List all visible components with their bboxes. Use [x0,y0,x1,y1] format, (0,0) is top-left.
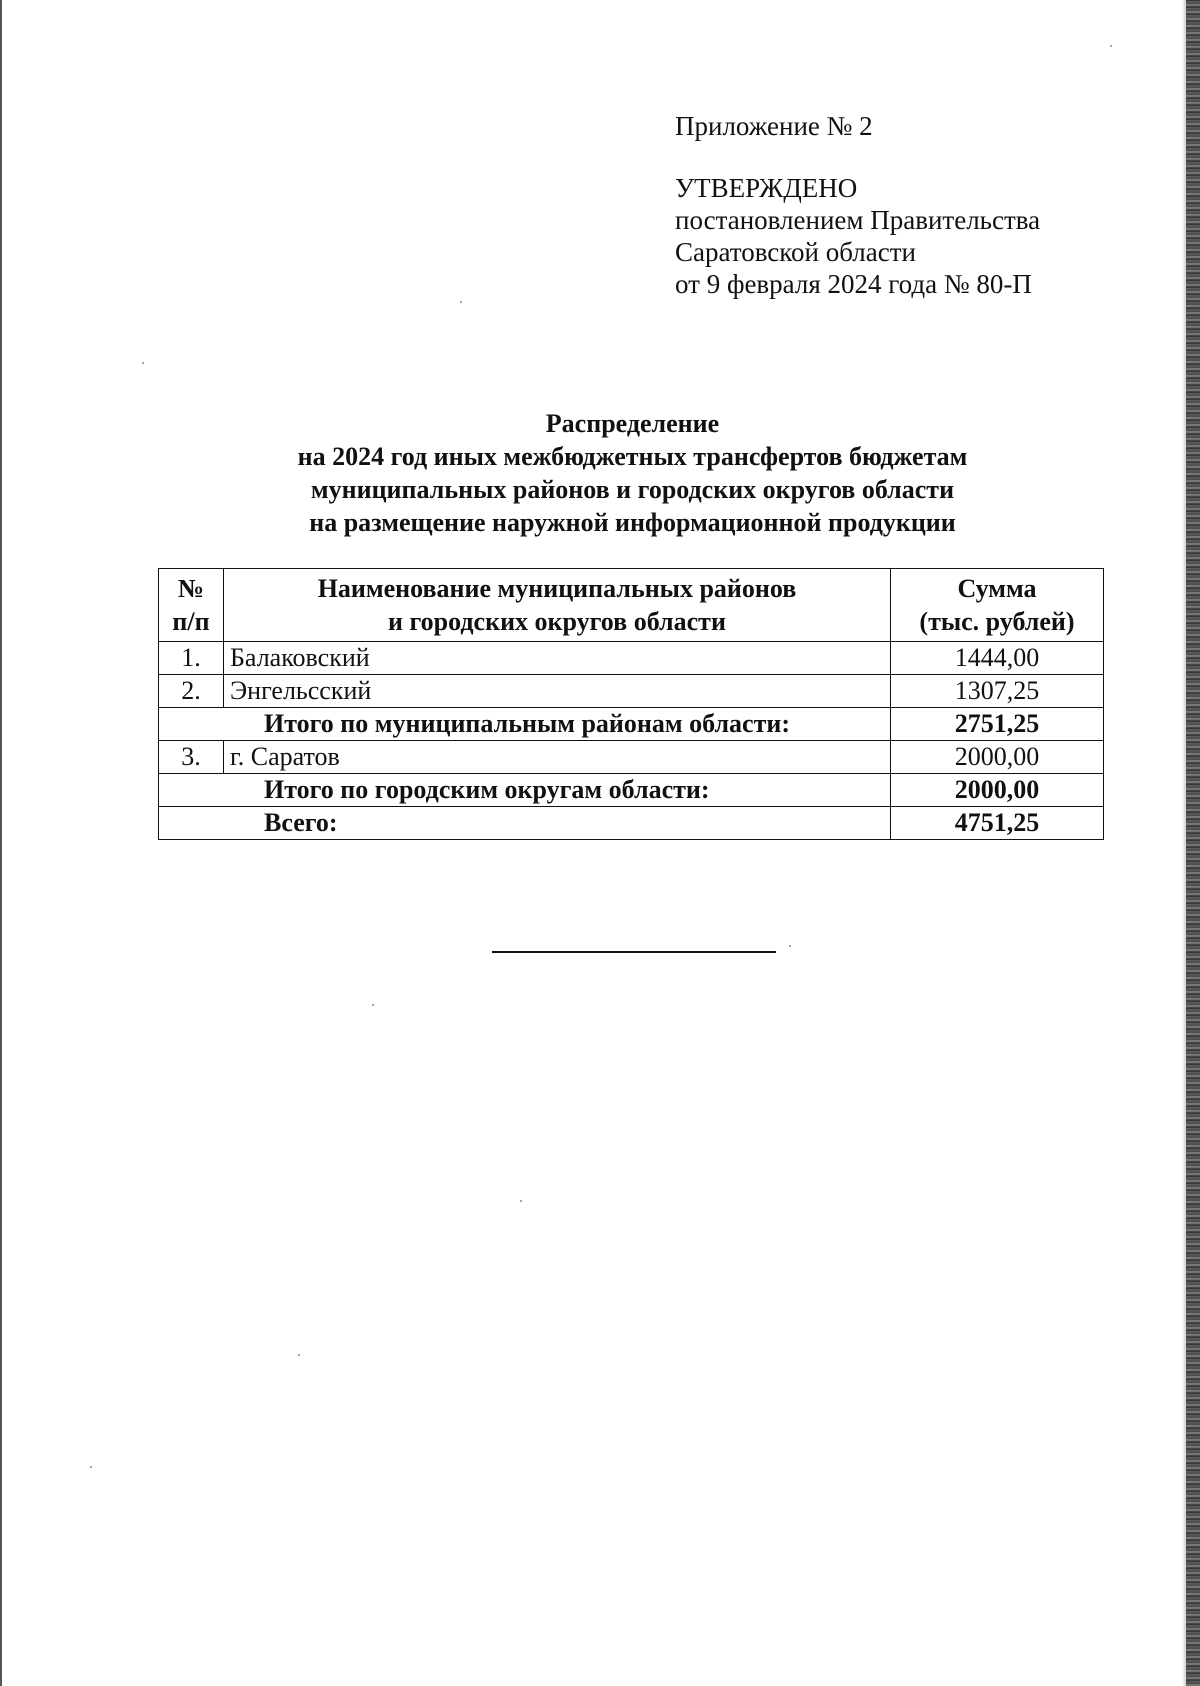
scan-speck [90,1466,92,1468]
scan-left-edge [0,0,2,1686]
scan-speck [1110,45,1112,47]
row-sum: 1307,25 [891,675,1104,708]
title-line-3: муниципальных районов и городских округов области [310,475,955,504]
row-sum: 1444,00 [891,642,1104,675]
approval-line-2: Саратовской области [675,237,916,267]
approval-block [675,110,1095,300]
approved-label: УТВЕРЖДЕНО [675,173,858,203]
header-sum-line-2: (тыс. рублей) [919,607,1075,636]
header-num-line-1: № [177,574,205,603]
row-name: Энгельсский [224,675,891,708]
scan-speck [142,362,144,364]
header-num-line-2: п/п [172,607,210,636]
header-name-line-2: и городских округов области [388,607,726,636]
row-sum: 2000,00 [891,741,1104,774]
table-header-row [159,569,1104,642]
scan-right-edge [1186,0,1200,1686]
header-name-line-1: Наименование муниципальных районов [317,574,797,603]
row-num: 3. [159,741,224,774]
title-line-2: на 2024 год иных межбюджетных трансфертов бюджетам [297,442,968,471]
scan-speck [298,1354,300,1356]
subtotal-districts-sum: 2751,25 [891,708,1104,741]
header-sum-line-1: Сумма [957,574,1037,603]
header-sum [891,569,1104,642]
row-num: 1. [159,642,224,675]
title-line-1: Распределение [545,409,720,438]
subtotal-districts-row [159,708,1104,741]
approval-line-1: постановлением Правительства [675,205,1041,235]
table-row [159,741,1104,774]
scan-speck [520,1200,522,1202]
table-row [159,642,1104,675]
table-row [159,675,1104,708]
header-name [224,569,891,642]
subtotal-okrugs-sum: 2000,00 [891,774,1104,807]
scan-speck [460,301,462,303]
distribution-table [158,568,1104,840]
grand-total-sum: 4751,25 [891,807,1104,840]
document-title [160,407,1105,539]
signature-separator-line [492,951,776,953]
subtotal-okrugs-label: Итого по городским округам области: [159,774,891,807]
scan-speck [789,945,791,947]
subtotal-districts-label: Итого по муниципальным районам области: [159,708,891,741]
grand-total-label: Всего: [159,807,891,840]
approval-line-3: от 9 февраля 2024 года № 80-П [675,269,1032,299]
subtotal-okrugs-row [159,774,1104,807]
row-name: Балаковский [224,642,891,675]
header-num [159,569,224,642]
row-name: г. Саратов [224,741,891,774]
grand-total-row [159,807,1104,840]
row-num: 2. [159,675,224,708]
annex-number: Приложение № 2 [675,111,873,141]
title-line-4: на размещение наружной информационной продукции [309,508,956,537]
scan-speck [372,1004,374,1006]
